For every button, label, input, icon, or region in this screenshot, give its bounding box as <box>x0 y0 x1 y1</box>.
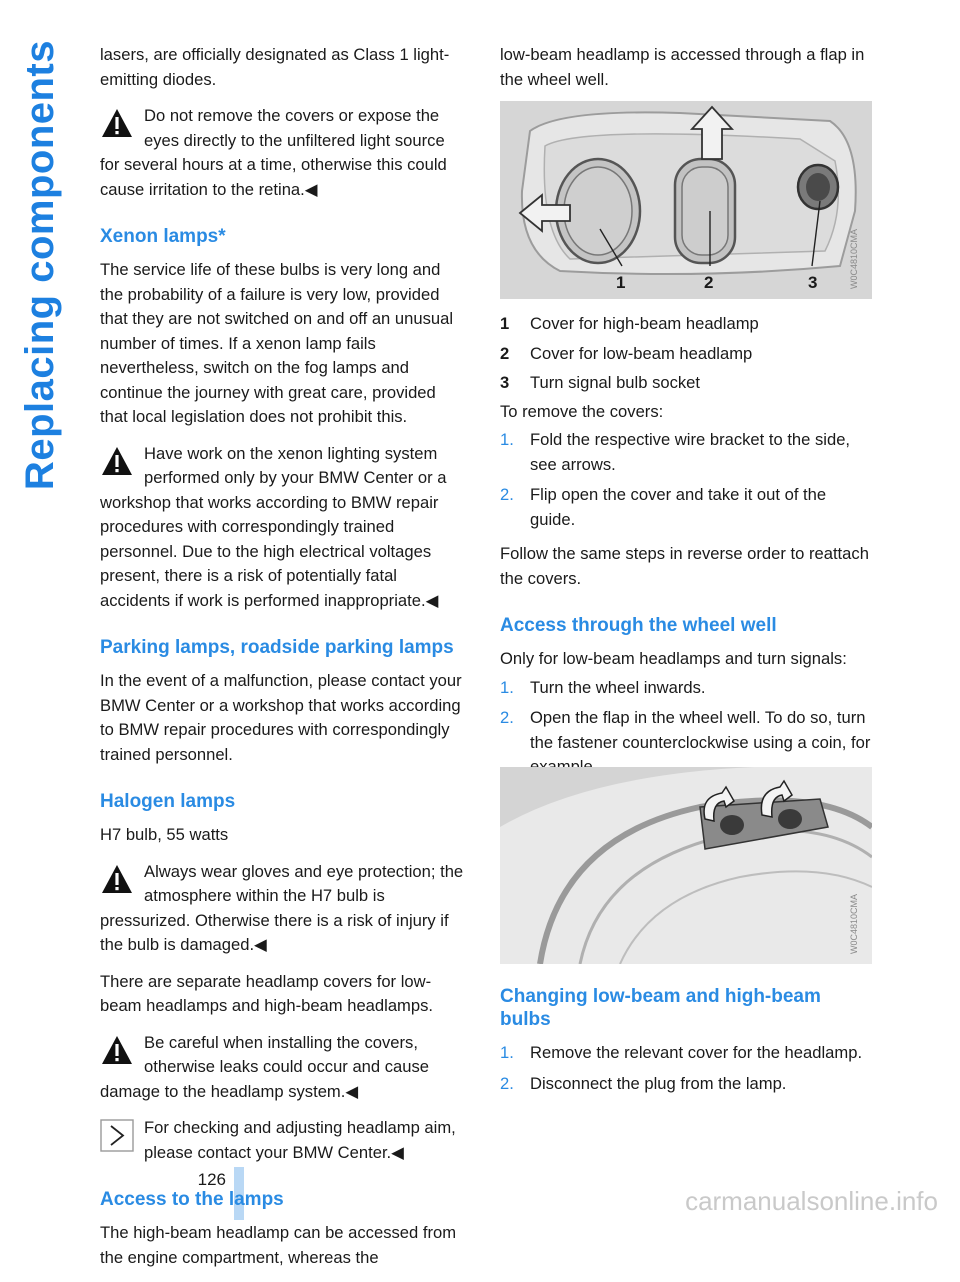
step-item <box>500 676 872 701</box>
note-headlamp-aim <box>100 1116 468 1165</box>
warning-covers <box>100 1031 468 1105</box>
step-text: Remove the relevant cover for the headlamp. <box>530 1043 863 1062</box>
section-title: Replacing components <box>18 40 62 491</box>
heading-access: Access to the lamps <box>100 1189 284 1210</box>
warning-text: Be careful when installing the covers, otherwise leaks could occur and cause damage to the headlamp system.◀ <box>100 1032 430 1101</box>
warning-triangle-icon <box>100 107 134 140</box>
step-number: 2. <box>500 485 514 504</box>
parking-body: In the event of a malfunction, please contact your BMW Center or a workshop that works according to BMW repair procedures with correspondingly trained personnel. <box>100 671 462 764</box>
heading-changing-bulbs: Changing low-beam and high-beam bulbs <box>500 986 821 1030</box>
warning-xenon <box>100 442 468 614</box>
callout-3: 3 <box>808 273 818 292</box>
step-number: 1. <box>500 1043 514 1062</box>
left-column <box>100 43 468 1282</box>
heading-parking: Parking lamps, roadside parking lamps <box>100 637 454 658</box>
step-item <box>500 1041 872 1066</box>
warning-triangle-icon <box>100 445 134 478</box>
wheel-well-illustration <box>500 767 872 964</box>
wheel-intro: Only for low-beam headlamps and turn signals: <box>500 649 847 668</box>
legend-text: Cover for high-beam headlamp <box>530 314 759 333</box>
step-item <box>500 428 872 477</box>
warning-text: Always wear gloves and eye protection; the atmosphere within the H7 bulb is pressurized. Otherwise there is a risk of injury if the bulb is damaged.◀ <box>100 861 464 954</box>
access-body: The high-beam headlamp can be accessed from the engine compartment, whereas the <box>100 1223 457 1267</box>
warning-text: Do not remove the covers or expose the eyes directly to the unfiltered light source for several hours at a time, otherwise this could cause irritation to the retina.◀ <box>100 106 447 199</box>
step-text: Disconnect the plug from the lamp. <box>530 1073 787 1093</box>
page-number: 126 <box>197 1170 226 1189</box>
headlamp-illustration <box>500 101 872 299</box>
heading-wheel-well: Access through the wheel well <box>500 615 777 636</box>
access-body-cont: low-beam headlamp is accessed through a flap in the wheel well. <box>500 45 865 89</box>
halogen-body: There are separate headlamp covers for low-beam headlamps and high-beam headlamps. <box>100 971 434 1015</box>
warning-retina <box>100 104 468 202</box>
step-number: 1. <box>500 430 514 449</box>
callout-1: 1 <box>616 273 626 292</box>
note-text: For checking and adjusting headlamp aim, please contact your BMW Center.◀ <box>144 1118 456 1162</box>
intro-text: lasers, are officially designated as Class 1 light-emitting diodes. <box>100 45 450 89</box>
step-item <box>500 1072 872 1097</box>
step-text: Open the flap in the wheel well. To do so, turn the fastener counterclockwise using a coin, for <box>530 708 871 752</box>
legend-number: 3 <box>500 373 510 392</box>
heading-xenon: Xenon lamps* <box>100 226 226 247</box>
legend-item <box>500 371 872 396</box>
remove-intro: To remove the covers: <box>500 401 664 421</box>
right-column-body <box>500 312 872 786</box>
xenon-body: The service life of these bulbs is very long and the probability of a failure is very low, provided that they are not switched on and off an unusual number of times. If a xenon lamp fails nevertheless, switch on the fog lamps and continue the journey with great care, provided that local legislation does not prohibit this. <box>100 260 454 426</box>
step-text: Fold the respective wire bracket to the side, see arrows. <box>530 430 851 474</box>
warning-text: Have work on the xenon lighting system performed only by your BMW Center or a workshop that works according to BMW repair procedures with correspondingly trained personnel. Due to the high electrical voltages present, there is a risk of potentially fatal accidents if work is performed inappropriate.◀ <box>100 443 447 610</box>
figure-code: W0C4810CMA <box>848 893 859 954</box>
callout-2: 2 <box>704 273 714 292</box>
legend-item <box>500 342 872 367</box>
warning-triangle-icon <box>100 863 134 896</box>
step-item <box>500 483 872 532</box>
footer-watermark[interactable]: carmanualsonline.info <box>685 1186 938 1216</box>
warning-triangle-icon <box>100 1034 134 1067</box>
step-number: 1. <box>500 677 514 697</box>
figure-wheel-well <box>500 767 872 964</box>
step-text: Flip open the cover and take it out of the guide. <box>530 485 827 529</box>
right-column-bottom <box>500 985 872 1102</box>
legend-number: 2 <box>500 343 510 363</box>
figure-headlamp-covers <box>500 101 872 299</box>
step-number: 2. <box>500 708 514 727</box>
legend-text: Cover for low-beam headlamp <box>530 343 753 363</box>
heading-halogen: Halogen lamps <box>100 791 236 812</box>
note-arrow-icon <box>100 1119 134 1152</box>
legend-text: Turn signal bulb socket <box>530 373 701 392</box>
legend-number: 1 <box>500 314 510 333</box>
figure-code: W0C4810CMA <box>848 228 859 289</box>
legend-item <box>500 312 872 337</box>
halogen-spec: H7 bulb, 55 watts <box>100 825 229 844</box>
reverse-text: Follow the same steps in reverse order to reattach the covers. <box>500 544 869 588</box>
warning-gloves <box>100 860 468 958</box>
step-number: 2. <box>500 1073 514 1093</box>
step-text: Turn the wheel inwards. <box>530 677 706 697</box>
right-column <box>500 43 872 104</box>
